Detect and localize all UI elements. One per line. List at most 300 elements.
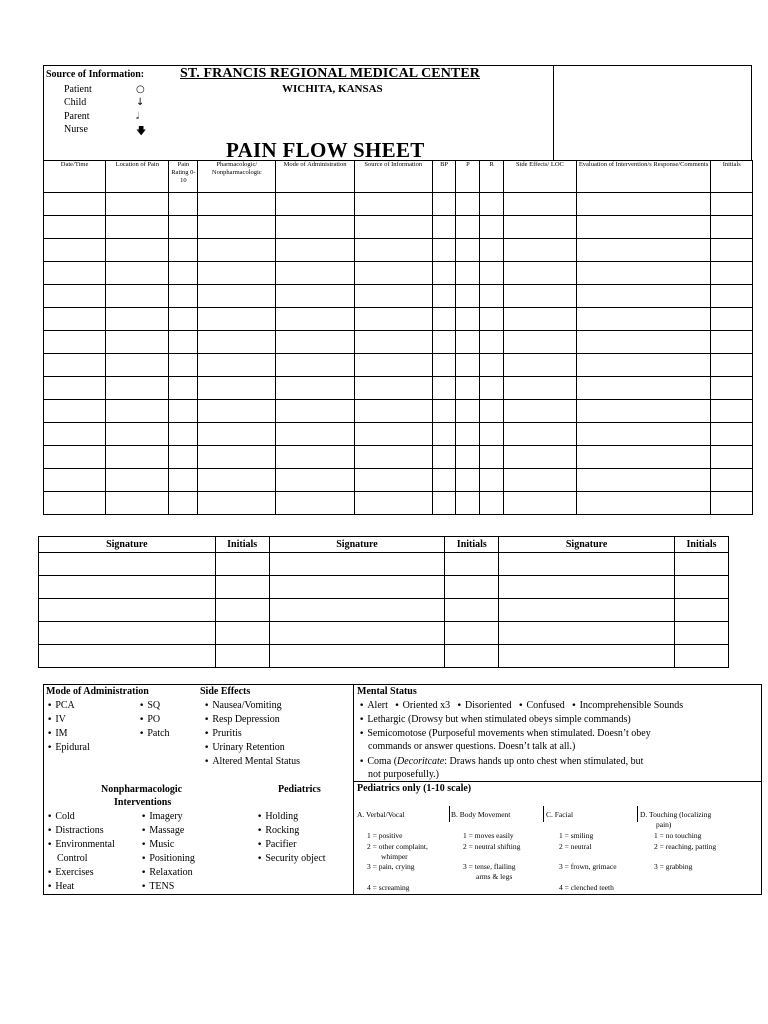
signature-cell[interactable]: [39, 553, 216, 576]
signature-cell[interactable]: [269, 645, 445, 668]
table-cell[interactable]: [354, 193, 432, 216]
nonpharm-list-1: [47, 810, 115, 894]
list-item: • Massage: [141, 824, 195, 838]
column-header: Signature: [269, 537, 445, 553]
initials-cell[interactable]: [445, 576, 499, 599]
table-cell[interactable]: [576, 400, 711, 423]
list-item: • Pruritis: [204, 727, 300, 741]
table-cell[interactable]: [504, 239, 577, 262]
table-cell[interactable]: [432, 377, 456, 400]
table-cell[interactable]: [198, 285, 276, 308]
list-item: • Resp Depression: [204, 713, 300, 727]
table-cell[interactable]: [480, 400, 504, 423]
table-cell[interactable]: [456, 423, 480, 446]
list-item: • Relaxation: [141, 866, 195, 880]
list-item: [359, 713, 631, 727]
interventions-title: Interventions: [114, 797, 172, 808]
table-row: [44, 193, 753, 216]
table-cell[interactable]: [106, 262, 169, 285]
table-cell[interactable]: [504, 492, 577, 515]
list-item: • SQ: [139, 699, 170, 713]
mental-status-line: [359, 699, 683, 713]
table-cell[interactable]: [44, 285, 106, 308]
scale-line: arms & legs: [476, 872, 513, 881]
scale-facial-head: C. Facial: [546, 810, 574, 819]
nonpharmacologic-title: Nonpharmacologic: [101, 784, 183, 795]
list-item: • Urinary Retention: [204, 741, 300, 755]
table-cell[interactable]: [576, 446, 711, 469]
table-row: [44, 331, 753, 354]
list-item-text-italic: Decoritcate: [397, 756, 445, 767]
table-cell[interactable]: [276, 285, 355, 308]
mental-status-title: Mental Status: [357, 686, 417, 697]
initials-cell[interactable]: [445, 622, 499, 645]
table-cell[interactable]: [711, 308, 753, 331]
table-cell[interactable]: [480, 193, 504, 216]
list-item: • Cold: [47, 810, 115, 824]
signature-cell[interactable]: [269, 622, 445, 645]
table-cell[interactable]: [711, 262, 753, 285]
list-item-continued: commands or answer questions. Doesn’t talk at all.): [368, 741, 576, 752]
table-cell[interactable]: [106, 216, 169, 239]
scale-line: whimper: [381, 852, 408, 861]
table-cell[interactable]: [354, 216, 432, 239]
list-item: • Patch: [139, 727, 170, 741]
table-cell[interactable]: [198, 216, 276, 239]
table-cell[interactable]: [711, 377, 753, 400]
list-item: [359, 755, 643, 769]
signature-cell[interactable]: [499, 599, 675, 622]
table-cell[interactable]: [106, 446, 169, 469]
signature-cell[interactable]: [499, 622, 675, 645]
table-cell[interactable]: [169, 354, 198, 377]
signature-cell[interactable]: [269, 553, 445, 576]
table-row: [44, 308, 753, 331]
scale-divider: [637, 806, 638, 822]
table-cell[interactable]: [276, 262, 355, 285]
list-item-continued: Control: [57, 853, 88, 864]
initials-cell[interactable]: [674, 622, 728, 645]
table-cell[interactable]: [44, 469, 106, 492]
table-cell[interactable]: [169, 377, 198, 400]
table-cell[interactable]: [169, 285, 198, 308]
list-item: • Epidural: [47, 741, 90, 755]
table-cell[interactable]: [576, 285, 711, 308]
table-cell[interactable]: [276, 492, 355, 515]
table-cell[interactable]: [44, 239, 106, 262]
table-cell[interactable]: [432, 308, 456, 331]
table-cell[interactable]: [44, 216, 106, 239]
table-cell[interactable]: [456, 492, 480, 515]
table-cell[interactable]: [576, 331, 711, 354]
signature-row: [39, 599, 729, 622]
scale-line: 1 = no touching: [654, 831, 702, 840]
column-header: Signature: [39, 537, 216, 553]
table-cell[interactable]: [106, 193, 169, 216]
list-item: • Exercises: [47, 866, 115, 880]
column-header: P: [456, 161, 480, 193]
column-header: Initials: [445, 537, 499, 553]
signature-row: [39, 622, 729, 645]
list-item: • Confused: [518, 700, 565, 711]
table-cell[interactable]: [106, 400, 169, 423]
table-cell[interactable]: [354, 446, 432, 469]
table-cell[interactable]: [198, 239, 276, 262]
table-cell[interactable]: [432, 262, 456, 285]
list-item: • Disoriented: [457, 700, 512, 711]
table-cell[interactable]: [432, 423, 456, 446]
table-cell[interactable]: [480, 239, 504, 262]
table-cell[interactable]: [276, 377, 355, 400]
table-cell[interactable]: [456, 377, 480, 400]
scale-body-head: B. Body Movement: [451, 810, 511, 819]
table-cell[interactable]: [456, 469, 480, 492]
table-cell[interactable]: [711, 331, 753, 354]
table-cell[interactable]: [44, 423, 106, 446]
table-cell[interactable]: [354, 400, 432, 423]
table-cell[interactable]: [106, 354, 169, 377]
table-row: [44, 239, 753, 262]
table-cell[interactable]: [169, 239, 198, 262]
half-note-icon: 𝅗𝅥: [136, 111, 140, 122]
source-label: Patient: [64, 84, 92, 95]
signature-cell[interactable]: [39, 599, 216, 622]
hospital-city: WICHITA, KANSAS: [282, 83, 383, 95]
table-cell[interactable]: [711, 446, 753, 469]
table-cell[interactable]: [504, 377, 577, 400]
table-cell[interactable]: [169, 423, 198, 446]
table-cell[interactable]: [480, 216, 504, 239]
table-cell[interactable]: [169, 400, 198, 423]
table-cell[interactable]: [44, 446, 106, 469]
table-cell[interactable]: [169, 331, 198, 354]
list-item: • Oriented x3: [394, 700, 450, 711]
table-cell[interactable]: [504, 308, 577, 331]
table-cell[interactable]: [276, 239, 355, 262]
table-cell[interactable]: [456, 193, 480, 216]
signature-cell[interactable]: [39, 576, 216, 599]
table-cell[interactable]: [456, 239, 480, 262]
scale-divider: [543, 806, 544, 822]
table-cell[interactable]: [106, 331, 169, 354]
table-cell[interactable]: [432, 492, 456, 515]
table-cell[interactable]: [106, 492, 169, 515]
scale-line: 1 = smiling: [559, 831, 594, 840]
table-cell[interactable]: [198, 492, 276, 515]
table-cell[interactable]: [198, 308, 276, 331]
list-item: • IV: [47, 713, 90, 727]
list-item: • Security object: [257, 852, 326, 866]
table-cell[interactable]: [480, 469, 504, 492]
source-label: Child: [64, 97, 87, 108]
scale-verbal-head: A. Verbal/Vocal: [357, 810, 405, 819]
table-cell[interactable]: [44, 400, 106, 423]
table-cell[interactable]: [44, 354, 106, 377]
table-cell[interactable]: [354, 331, 432, 354]
table-cell[interactable]: [576, 193, 711, 216]
table-cell[interactable]: [276, 308, 355, 331]
table-cell[interactable]: [456, 446, 480, 469]
table-cell[interactable]: [480, 446, 504, 469]
table-cell[interactable]: [480, 262, 504, 285]
table-cell[interactable]: [480, 354, 504, 377]
column-header: Initials: [711, 161, 753, 193]
table-cell[interactable]: [456, 285, 480, 308]
list-item: • Incomprehensible Sounds: [571, 700, 683, 711]
table-cell[interactable]: [354, 285, 432, 308]
signature-row: [39, 576, 729, 599]
table-cell[interactable]: [480, 331, 504, 354]
table-cell[interactable]: [354, 377, 432, 400]
column-header: Source of Information: [354, 161, 432, 193]
list-item: • PO: [139, 713, 170, 727]
mode-list-2: [139, 699, 170, 741]
column-header: R: [480, 161, 504, 193]
signature-cell[interactable]: [39, 622, 216, 645]
legend-divider: [353, 684, 354, 895]
source-child: [64, 97, 154, 108]
scale-divider: [449, 806, 450, 822]
source-nurse: [64, 124, 154, 135]
table-cell[interactable]: [576, 216, 711, 239]
table-cell[interactable]: [276, 216, 355, 239]
list-item: • Music: [141, 838, 195, 852]
nonpharm-list-2: [141, 810, 195, 894]
initials-cell[interactable]: [445, 553, 499, 576]
table-cell[interactable]: [456, 262, 480, 285]
table-cell[interactable]: [504, 469, 577, 492]
table-cell[interactable]: [44, 377, 106, 400]
table-cell[interactable]: [44, 331, 106, 354]
table-cell[interactable]: [480, 285, 504, 308]
table-cell[interactable]: [276, 331, 355, 354]
table-cell[interactable]: [354, 469, 432, 492]
table-cell[interactable]: [198, 262, 276, 285]
table-cell[interactable]: [169, 262, 198, 285]
initials-cell[interactable]: [445, 645, 499, 668]
table-row: [44, 285, 753, 308]
table-cell[interactable]: [456, 400, 480, 423]
table-cell[interactable]: [576, 423, 711, 446]
table-cell[interactable]: [576, 492, 711, 515]
table-cell[interactable]: [169, 193, 198, 216]
table-cell[interactable]: [432, 446, 456, 469]
table-cell[interactable]: [480, 308, 504, 331]
scale-line: 4 = screaming: [367, 883, 410, 892]
table-cell[interactable]: [276, 423, 355, 446]
table-cell[interactable]: [576, 469, 711, 492]
table-cell[interactable]: [504, 216, 577, 239]
list-item: [359, 727, 651, 741]
table-cell[interactable]: [44, 193, 106, 216]
initials-cell[interactable]: [215, 599, 269, 622]
table-cell[interactable]: [354, 308, 432, 331]
table-cell[interactable]: [198, 423, 276, 446]
initials-cell[interactable]: [674, 645, 728, 668]
scale-line: 1 = positive: [367, 831, 403, 840]
table-cell[interactable]: [456, 354, 480, 377]
table-cell[interactable]: [480, 423, 504, 446]
table-cell[interactable]: [456, 308, 480, 331]
table-cell[interactable]: [576, 354, 711, 377]
page-title: PAIN FLOW SHEET: [226, 138, 425, 162]
pediatrics-title: Pediatrics: [278, 784, 321, 795]
table-cell[interactable]: [504, 400, 577, 423]
table-cell[interactable]: [456, 216, 480, 239]
table-cell[interactable]: [711, 492, 753, 515]
table-cell[interactable]: [432, 469, 456, 492]
table-cell[interactable]: [276, 446, 355, 469]
table-cell[interactable]: [169, 469, 198, 492]
source-patient: [64, 84, 154, 95]
signature-cell[interactable]: [499, 576, 675, 599]
table-cell[interactable]: [276, 469, 355, 492]
signature-table: [38, 536, 729, 668]
table-cell[interactable]: [576, 377, 711, 400]
signature-cell[interactable]: [499, 645, 675, 668]
list-item: • Alert: [359, 700, 388, 711]
table-cell[interactable]: [169, 492, 198, 515]
list-item: • Environmental: [47, 838, 115, 852]
table-cell[interactable]: [198, 469, 276, 492]
table-cell[interactable]: [432, 354, 456, 377]
list-item-continued: not purposefully.): [368, 769, 440, 780]
table-cell[interactable]: [198, 446, 276, 469]
scale-line: 2 = reaching, patting: [654, 842, 717, 851]
list-item: • IM: [47, 727, 90, 741]
source-parent: [64, 111, 154, 122]
table-row: [44, 377, 753, 400]
signature-cell[interactable]: [499, 553, 675, 576]
table-cell[interactable]: [711, 216, 753, 239]
table-cell[interactable]: [711, 400, 753, 423]
table-cell[interactable]: [711, 423, 753, 446]
table-cell[interactable]: [276, 193, 355, 216]
signature-cell[interactable]: [39, 645, 216, 668]
table-cell[interactable]: [480, 492, 504, 515]
table-cell[interactable]: [711, 469, 753, 492]
table-cell[interactable]: [432, 239, 456, 262]
initials-cell[interactable]: [674, 553, 728, 576]
table-cell[interactable]: [504, 285, 577, 308]
table-cell[interactable]: [44, 308, 106, 331]
table-cell[interactable]: [106, 377, 169, 400]
table-cell[interactable]: [44, 262, 106, 285]
table-cell[interactable]: [576, 308, 711, 331]
column-header: Side Effects/ LOC: [504, 161, 577, 193]
table-cell[interactable]: [106, 285, 169, 308]
list-item-text: • Semicomotose (Purposeful movements when stimulated. Doesn’t obey: [359, 728, 651, 739]
table-cell[interactable]: [106, 469, 169, 492]
list-item: • TENS: [141, 880, 195, 894]
table-cell[interactable]: [432, 216, 456, 239]
initials-cell[interactable]: [215, 553, 269, 576]
table-cell[interactable]: [576, 239, 711, 262]
table-cell[interactable]: [106, 308, 169, 331]
table-cell[interactable]: [711, 285, 753, 308]
table-cell[interactable]: [504, 354, 577, 377]
initials-cell[interactable]: [215, 622, 269, 645]
table-cell[interactable]: [432, 400, 456, 423]
table-cell[interactable]: [711, 239, 753, 262]
table-cell[interactable]: [169, 308, 198, 331]
column-header: Pain Rating 0-10: [169, 161, 198, 193]
table-cell[interactable]: [354, 492, 432, 515]
table-cell[interactable]: [354, 423, 432, 446]
table-cell[interactable]: [504, 446, 577, 469]
list-item-text: • Lethargic (Drowsy but when stimulated obeys simple commands): [359, 714, 631, 725]
signature-cell[interactable]: [269, 599, 445, 622]
scale-line: 2 = other complaint,: [367, 842, 428, 851]
bold-arrow-down-icon: 🡇: [136, 126, 147, 137]
source-of-information-title: Source of Information:: [46, 69, 145, 80]
table-cell[interactable]: [432, 193, 456, 216]
table-cell[interactable]: [432, 331, 456, 354]
list-item: • Distractions: [47, 824, 115, 838]
table-cell[interactable]: [504, 262, 577, 285]
table-cell[interactable]: [198, 377, 276, 400]
initials-cell[interactable]: [445, 599, 499, 622]
table-cell[interactable]: [711, 193, 753, 216]
table-cell[interactable]: [106, 423, 169, 446]
table-cell[interactable]: [576, 262, 711, 285]
initials-cell[interactable]: [215, 645, 269, 668]
source-label: Parent: [64, 111, 90, 122]
table-cell[interactable]: [354, 239, 432, 262]
table-cell[interactable]: [504, 193, 577, 216]
table-header-row: [44, 161, 753, 193]
source-label: Nurse: [64, 124, 88, 135]
table-row: [44, 492, 753, 515]
table-row: [44, 423, 753, 446]
pediatrics-list: [257, 810, 326, 866]
table-cell[interactable]: [106, 239, 169, 262]
list-item: • Positioning: [141, 852, 195, 866]
circle-icon: ○: [136, 84, 145, 95]
table-cell[interactable]: [504, 423, 577, 446]
table-cell[interactable]: [354, 262, 432, 285]
list-item-text: : Draws hands up onto chest when stimulated, but: [444, 756, 644, 767]
table-cell[interactable]: [198, 193, 276, 216]
table-cell[interactable]: [44, 492, 106, 515]
table-cell[interactable]: [504, 331, 577, 354]
signature-cell[interactable]: [269, 576, 445, 599]
table-cell[interactable]: [711, 354, 753, 377]
list-item: • PCA: [47, 699, 90, 713]
table-cell[interactable]: [169, 216, 198, 239]
table-cell[interactable]: [198, 354, 276, 377]
table-cell[interactable]: [432, 285, 456, 308]
initials-cell[interactable]: [215, 576, 269, 599]
table-cell[interactable]: [276, 354, 355, 377]
list-item: • Pacifier: [257, 838, 326, 852]
column-header: Location of Pain: [106, 161, 169, 193]
initials-cell[interactable]: [674, 599, 728, 622]
table-cell[interactable]: [198, 331, 276, 354]
scale-line: 3 = tense, flailing: [463, 862, 516, 871]
table-cell[interactable]: [276, 400, 355, 423]
scale-line: 4 = clenched teeth: [559, 883, 614, 892]
table-cell[interactable]: [169, 446, 198, 469]
table-cell[interactable]: [480, 377, 504, 400]
signature-row: [39, 645, 729, 668]
scale-line: 1 = moves easily: [463, 831, 514, 840]
table-cell[interactable]: [456, 331, 480, 354]
initials-cell[interactable]: [674, 576, 728, 599]
column-header: Initials: [674, 537, 728, 553]
table-cell[interactable]: [198, 400, 276, 423]
table-cell[interactable]: [354, 354, 432, 377]
